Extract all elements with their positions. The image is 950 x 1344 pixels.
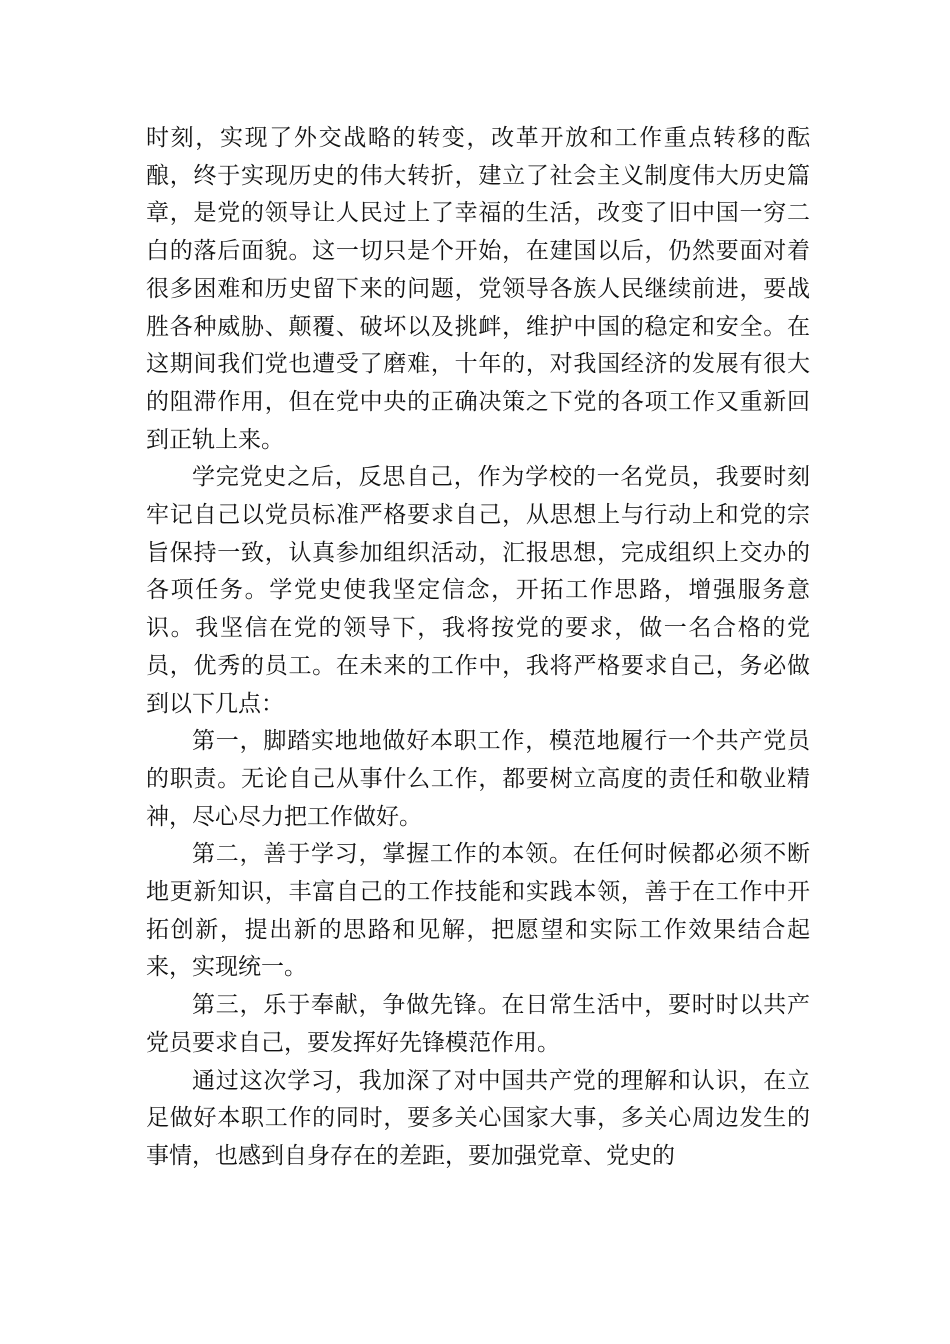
- paragraph-reflection: 学完党史之后，反思自己，作为学校的一名党员，我要时刻牢记自己以党员标准严格要求自己，从思想上与行动上和党的宗旨保持一致，认真参加组织活动，汇报思想，完成组织上交办的各项任务。学党史使我坚定信念，开拓工作思路，增强服务意识。我坚信在党的领导下，我将按党的要求，做一名合格的党员，优秀的员工。在未来的工作中，我将严格要求自己，务必做到以下几点：: [146, 464, 810, 717]
- paragraph-point-three: 第三，乐于奉献，争做先锋。在日常生活中，要时时以共产党员要求自己，要发挥好先锋模范作用。: [146, 992, 810, 1056]
- document-page: [146, 120, 810, 1176]
- paragraph-conclusion: 通过这次学习，我加深了对中国共产党的理解和认识，在立足做好本职工作的同时，要多关心国家大事，多关心周边发生的事情，也感到自身存在的差距，要加强党章、党史的: [146, 1067, 810, 1169]
- paragraph-point-two: 第二，善于学习，掌握工作的本领。在任何时候都必须不断地更新知识，丰富自己的工作技能和实践本领，善于在工作中开拓创新，提出新的思路和见解，把愿望和实际工作效果结合起来，实现统一。: [146, 841, 810, 981]
- paragraph-continuation: 时刻，实现了外交战略的转变，改革开放和工作重点转移的酝酿，终于实现历史的伟大转折，建立了社会主义制度伟大历史篇章，是党的领导让人民过上了幸福的生活，改变了旧中国一穷二白的落后面貌。这一切只是个开始，在建国以后，仍然要面对着很多困难和历史留下来的问题，党领导各族人民继续前进，要战胜各种威胁、颠覆、破坏以及挑衅，维护中国的稳定和安全。在这期间我们党也遭受了磨难，十年的，对我国经济的发展有很大的阻滞作用，但在党中央的正确决策之下党的各项工作又重新回到正轨上来。: [146, 125, 810, 453]
- paragraph-point-one: 第一，脚踏实地地做好本职工作，模范地履行一个共产党员的职责。无论自己从事什么工作，都要树立高度的责任和敬业精神，尽心尽力把工作做好。: [146, 728, 810, 830]
